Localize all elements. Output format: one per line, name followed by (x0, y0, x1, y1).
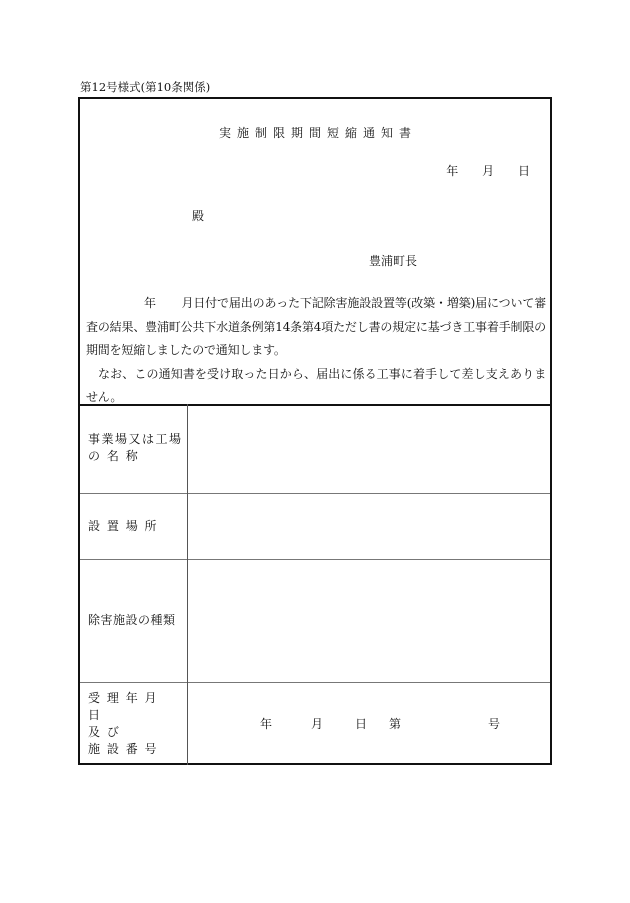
label-char: び (106, 724, 121, 739)
label-char: 理 (106, 690, 121, 705)
issue-date-month: 月 (482, 164, 495, 178)
notification-year-label: 年 (144, 296, 156, 310)
notification-date-blanks (86, 292, 193, 316)
details-table (80, 404, 550, 765)
notice-paragraph-1 (86, 292, 546, 363)
issuer-name: 豊浦町長 (369, 254, 418, 268)
label-char: 受 (88, 690, 102, 705)
receipt-label-line3 (88, 741, 166, 758)
receipt-day-label: 日 (355, 717, 368, 732)
facility-type-label-text: 除害施設の種類 (88, 613, 176, 627)
receipt-dai-label: 第 (389, 717, 402, 732)
label-char: 所 (144, 518, 159, 533)
table-row (80, 682, 550, 765)
label-char: 月 (144, 690, 159, 705)
facility-type-value[interactable] (188, 559, 551, 682)
business-name-value[interactable] (188, 404, 551, 493)
receipt-value[interactable] (188, 682, 551, 765)
label-char: 設 (88, 518, 102, 533)
label-char: 号 (144, 741, 159, 756)
business-name-label-line1: 事業場又は工場 (88, 432, 183, 447)
label-char: 名 (106, 449, 121, 464)
addressee-honorific: 殿 (192, 209, 205, 223)
label-char: 施 (88, 741, 102, 756)
label-char: 番 (125, 741, 140, 756)
table-row (80, 493, 550, 559)
receipt-label-line1 (88, 690, 166, 724)
issue-date-day: 日 (517, 164, 530, 178)
label-char: 置 (106, 518, 121, 533)
label-char: 設 (106, 741, 121, 756)
issue-date-year: 年 (446, 164, 459, 178)
notice-paragraph-1-text: 日付で届出のあった下記除害施設設置等(改築・増築)届について審査の結果、豊浦町公共下水道条例第14条第4項ただし書の規定に基づき工事着手制限の期間を短縮しましたので通知します。 (86, 296, 546, 357)
receipt-go-label: 号 (488, 717, 501, 732)
notification-month-label: 月 (181, 296, 194, 310)
location-label-text (88, 518, 166, 535)
notice-form (78, 97, 552, 765)
label-char: 及 (88, 724, 102, 739)
issue-date (446, 162, 530, 179)
location-label (80, 493, 188, 559)
label-char: 称 (125, 449, 140, 464)
business-name-label (80, 404, 188, 493)
facility-type-label (80, 559, 188, 682)
business-name-label-line2 (88, 448, 166, 465)
table-row (80, 404, 550, 493)
table-row (80, 559, 550, 682)
receipt-month-label: 月 (311, 717, 324, 732)
notice-header-section (80, 99, 550, 406)
label-char: 日 (88, 707, 102, 722)
notice-paragraph-2: なお、この通知書を受け取った日から、届出に係る工事に着手して差し支えありません。 (86, 366, 546, 404)
document-title: 実施制限期間短縮通知書 (218, 126, 417, 140)
label-char: の (88, 449, 102, 464)
label-char: 場 (125, 518, 140, 533)
receipt-value-text (188, 715, 550, 732)
location-value[interactable] (188, 493, 551, 559)
notice-body (86, 292, 546, 410)
receipt-label-line2 (88, 724, 166, 741)
receipt-year-label: 年 (260, 717, 273, 732)
form-number: 第12号様式(第10条関係) (80, 80, 211, 94)
receipt-label (80, 682, 188, 765)
label-char: 年 (125, 690, 140, 705)
